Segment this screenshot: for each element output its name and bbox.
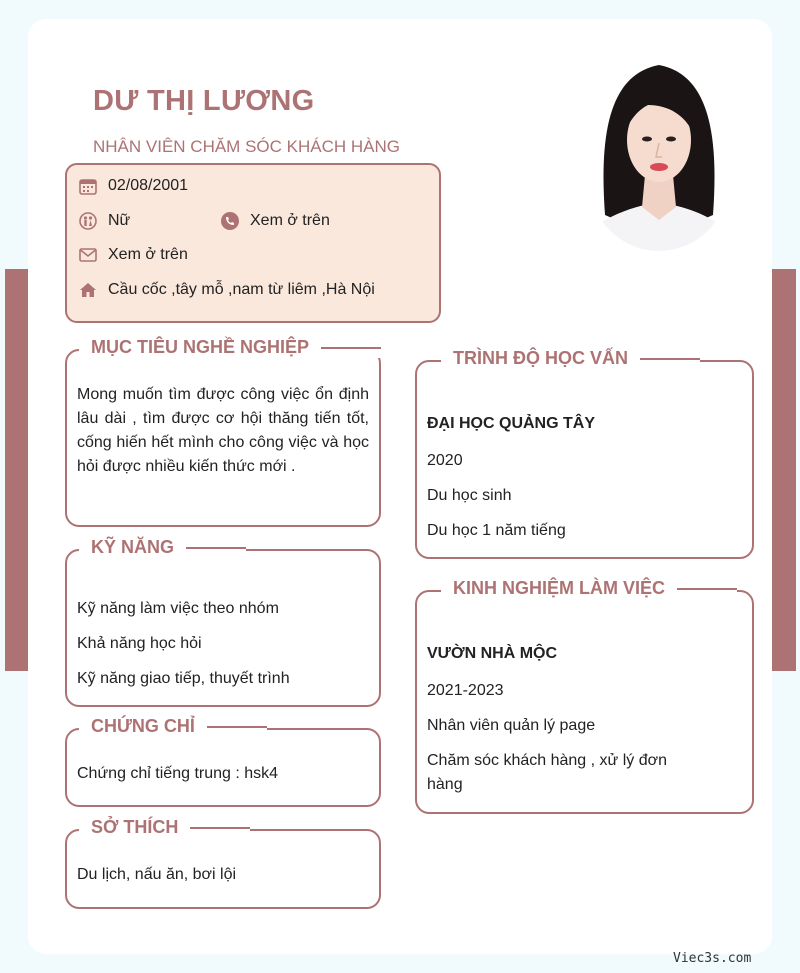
candidate-name: DƯ THỊ LƯƠNG	[93, 85, 315, 117]
birthday-row	[78, 176, 188, 196]
section-title: TRÌNH ĐỘ HỌC VẤN	[441, 348, 700, 369]
school-name: ĐẠI HỌC QUẢNG TÂY	[427, 415, 595, 432]
cv-page	[28, 19, 772, 954]
section-title: CHỨNG CHỈ	[79, 716, 267, 737]
envelope-icon	[78, 245, 98, 265]
phone-value: Xem ở trên	[250, 212, 330, 229]
gender-row	[78, 211, 130, 231]
gender-icon	[78, 211, 98, 231]
work-position: Nhân viên quản lý page	[427, 717, 596, 734]
education-role: Du học sinh	[427, 487, 512, 504]
phone-icon	[220, 211, 240, 231]
personal-info-box	[65, 163, 441, 323]
objective-text: Mong muốn tìm được công việc ổn định lâu dài , tìm được cơ hội thăng tiến tốt, cống hiến hết mình cho công việc và học hỏi được nhiều kiến thức mới .	[77, 386, 369, 475]
calendar-icon	[78, 176, 98, 196]
education-detail: Du học 1 năm tiếng	[427, 522, 566, 539]
work-period: 2021-2023	[427, 682, 504, 699]
section-title: SỞ THÍCH	[79, 817, 250, 838]
work-duties: Chăm sóc khách hàng , xử lý đơn hàng	[427, 752, 667, 793]
birthday-value: 02/08/2001	[108, 177, 189, 194]
address-value: Cầu cốc ,tây mỗ ,nam từ liêm ,Hà Nội	[108, 281, 375, 298]
company-name: VƯỜN NHÀ MỘC	[427, 645, 558, 662]
work-experience-section	[415, 578, 754, 814]
education-section	[415, 348, 754, 559]
watermark: Viec3s.com	[673, 951, 752, 966]
skill-item: Khả năng học hỏi	[77, 635, 202, 652]
hobbies-section	[65, 817, 381, 909]
skill-item: Kỹ năng giao tiếp, thuyết trình	[77, 670, 290, 687]
address-row	[78, 280, 375, 300]
certificate-text: Chứng chỉ tiếng trung : hsk4	[77, 765, 279, 782]
gender-value: Nữ	[108, 212, 131, 229]
section-title: KỸ NĂNG	[79, 537, 246, 558]
phone-row	[220, 211, 330, 231]
email-value: Xem ở trên	[108, 246, 188, 263]
skill-item: Kỹ năng làm việc theo nhóm	[77, 600, 279, 617]
skills-section	[65, 537, 381, 707]
section-title: MỤC TIÊU NGHỀ NGHIỆP	[79, 337, 381, 358]
left-decorative-band	[5, 269, 29, 671]
right-decorative-band	[772, 269, 796, 671]
profile-photo	[590, 35, 728, 251]
hobbies-text: Du lịch, nấu ăn, bơi lội	[77, 866, 237, 883]
section-title: KINH NGHIỆM LÀM VIỆC	[441, 578, 737, 599]
home-icon	[78, 280, 98, 300]
education-year: 2020	[427, 452, 463, 469]
email-row	[78, 245, 188, 265]
career-objective-section	[65, 337, 381, 527]
certificates-section	[65, 716, 381, 807]
job-title: NHÂN VIÊN CHĂM SÓC KHÁCH HÀNG	[93, 137, 400, 156]
